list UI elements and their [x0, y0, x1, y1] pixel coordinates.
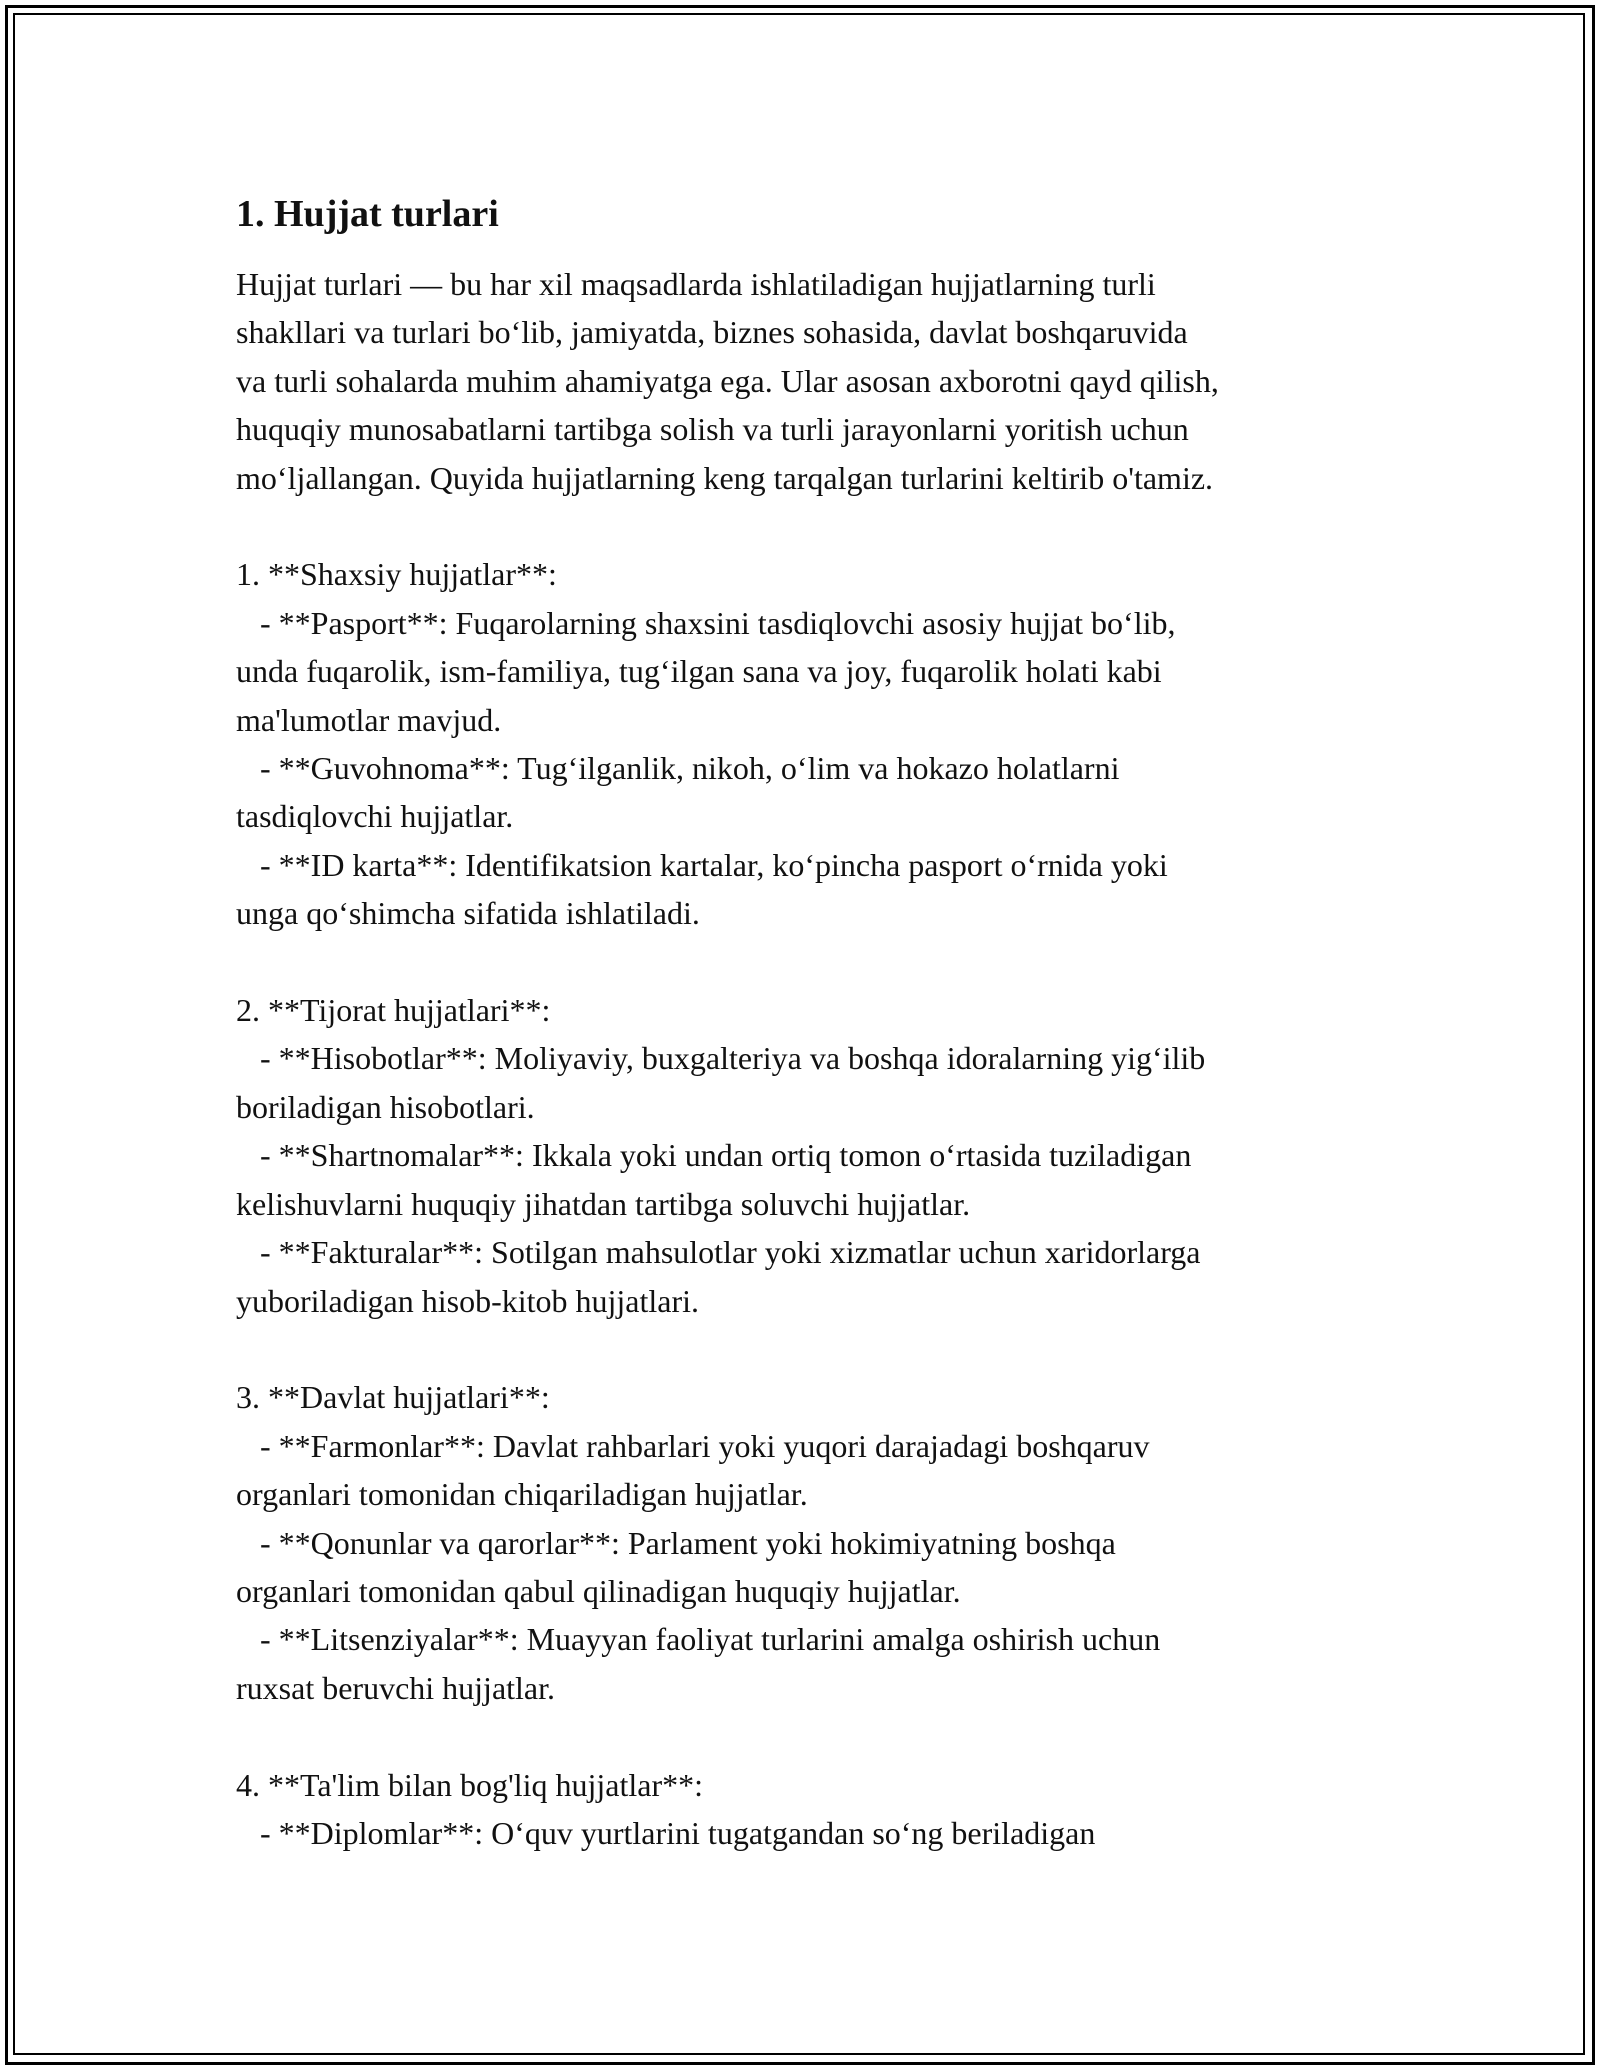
- list-item-line: - **Litsenziyalar**: Muayyan faoliyat turlarini amalga oshirish uchun: [236, 1621, 1161, 1658]
- list-item-line: ma'lumotlar mavjud.: [236, 701, 502, 738]
- list-item-line: organlari tomonidan chiqariladigan hujjatlar.: [236, 1476, 808, 1513]
- section-title: 2. **Tijorat hujjatlari**:: [236, 992, 551, 1029]
- list-item-line: unga qo‘shimcha sifatida ishlatiladi.: [236, 895, 700, 932]
- list-item-line: - **Farmonlar**: Davlat rahbarlari yoki yuqori darajadagi boshqaruv: [236, 1427, 1150, 1464]
- intro-line: mo‘ljallangan. Quyida hujjatlarning keng tarqalgan turlarini keltirib o'tamiz.: [236, 459, 1214, 496]
- list-item-line: tasdiqlovchi hujjatlar.: [236, 798, 514, 835]
- list-item-line: - **Qonunlar va qarorlar**: Parlament yoki hokimiyatning boshqa: [236, 1524, 1116, 1561]
- intro-line: Hujjat turlari — bu har xil maqsadlarda ishlatiladigan hujjatlarning turli: [236, 266, 1156, 302]
- list-item-line: - **Shartnomalar**: Ikkala yoki undan ortiq tomon o‘rtasida tuziladigan: [236, 1137, 1192, 1174]
- list-item-line: - **Pasport**: Fuqarolarning shaxsini tasdiqlovchi asosiy hujjat bo‘lib,: [236, 604, 1176, 641]
- intro-line: huquqiy munosabatlarni tartibga solish va turli jarayonlarni yoritish uchun: [236, 411, 1189, 448]
- list-section-education: [236, 1761, 1376, 1858]
- section-heading: 1. Hujjat turlari: [236, 193, 499, 235]
- list-item: [236, 1034, 1376, 1131]
- list-item: [236, 1615, 1376, 1712]
- list-item: [236, 744, 1376, 841]
- list-item-line: - **Guvohnoma**: Tug‘ilganlik, nikoh, o‘lim va hokazo holatlarni: [236, 750, 1120, 787]
- list-section-government: [236, 1373, 1376, 1712]
- section-title: 3. **Davlat hujjatlari**:: [236, 1379, 550, 1416]
- list-item: [236, 1519, 1376, 1616]
- list-item-line: - **Diplomlar**: O‘quv yurtlarini tugatgandan so‘ng beriladigan: [236, 1814, 1096, 1851]
- list-item: [236, 1809, 1376, 1857]
- list-item-line: - **Fakturalar**: Sotilgan mahsulotlar yoki xizmatlar uchun xaridorlarga: [236, 1234, 1201, 1271]
- intro-line: shakllari va turlari bo‘lib, jamiyatda, biznes sohasida, davlat boshqaruvida: [236, 314, 1188, 351]
- list-item-line: unda fuqarolik, ism-familiya, tug‘ilgan sana va joy, fuqarolik holati kabi: [236, 653, 1162, 690]
- intro-paragraph: [236, 260, 1376, 502]
- list-section-personal: [236, 550, 1376, 937]
- list-item: [236, 1131, 1376, 1228]
- list-item: [236, 1422, 1376, 1519]
- list-item: [236, 841, 1376, 938]
- list-item-line: organlari tomonidan qabul qilinadigan huquqiy hujjatlar.: [236, 1572, 961, 1609]
- document-body: [236, 186, 1376, 1857]
- list-item-line: boriladigan hisobotlari.: [236, 1088, 535, 1125]
- list-item-line: kelishuvlarni huquqiy jihatdan tartibga soluvchi hujjatlar.: [236, 1185, 971, 1222]
- list-item-line: - **Hisobotlar**: Moliyaviy, buxgalteriya va boshqa idoralarning yig‘ilib: [236, 1040, 1206, 1077]
- list-item: [236, 599, 1376, 744]
- list-item: [236, 1228, 1376, 1325]
- list-item-line: - **ID karta**: Identifikatsion kartalar, ko‘pincha pasport o‘rnida yoki: [236, 846, 1168, 883]
- list-item-line: ruxsat beruvchi hujjatlar.: [236, 1669, 556, 1706]
- list-section-commercial: [236, 986, 1376, 1325]
- section-title: 1. **Shaxsiy hujjatlar**:: [236, 556, 557, 593]
- section-title: 4. **Ta'lim bilan bog'liq hujjatlar**:: [236, 1766, 703, 1803]
- intro-line: va turli sohalarda muhim ahamiyatga ega. Ular asosan axborotni qayd qilish,: [236, 362, 1219, 399]
- list-item-line: yuboriladigan hisob-kitob hujjatlari.: [236, 1282, 700, 1319]
